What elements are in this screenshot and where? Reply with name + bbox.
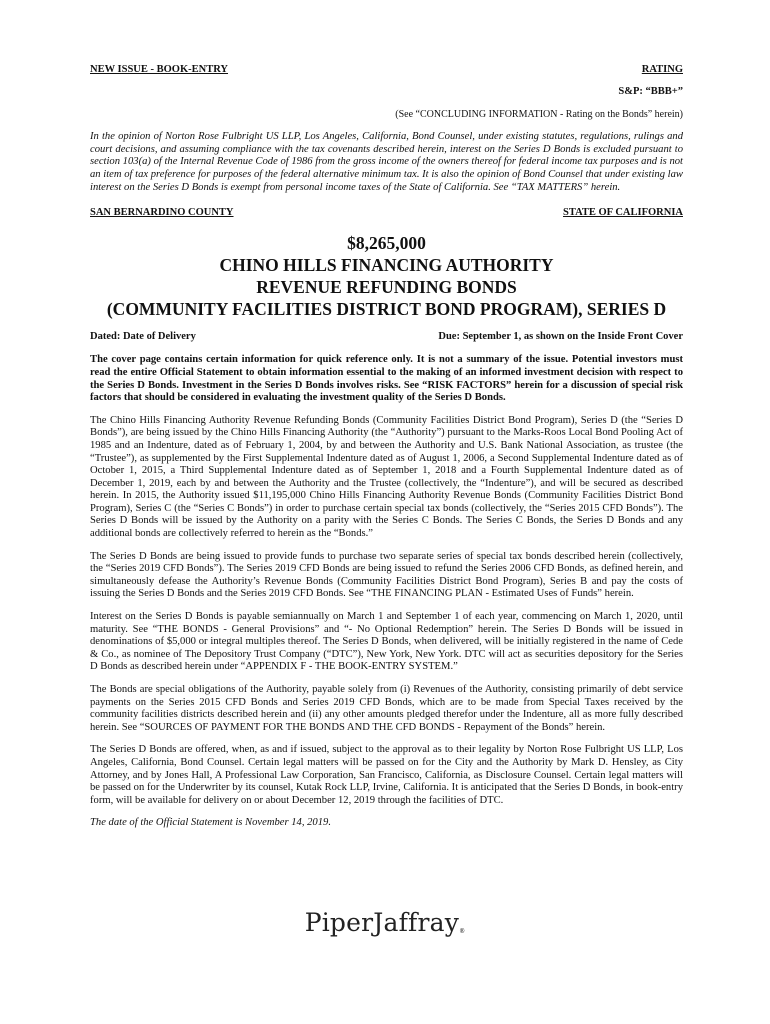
dated-due-row (90, 331, 683, 344)
paragraph-security: The Bonds are special obligations of the Authority, payable solely from (i) Revenues of the Authority, consisting primarily of debt service payments on the Series 2015 CFD Bonds and Series 2019 CFD Bonds, which are to be made from Special Taxes received by the community facilities districts described herein and (ii) any other amounts pledged therefor under the Indenture, all as more fully described herein. See “SOURCES OF PAYMENT FOR THE BONDS AND THE CFD BONDS - Repayment of the Bonds” herein. (90, 684, 683, 733)
registered-mark: ® (459, 928, 466, 935)
tax-opinion: In the opinion of Norton Rose Fulbright US LLP, Los Angeles, California, Bond Counsel, under existing statutes, regulations, rulings and court decisions, and assuming compliance with the tax covenants described herein, interest on the Series D Bonds is excluded pursuant to section 103(a) of the Internal Revenue Code of 1986 from the gross income of the owners thereof for federal income tax purposes and is not an item of tax preference for purposes of the federal alternative minimum tax. It is also the opinion of Bond Counsel that under existing law interest on the Series D Bonds is exempt from personal income taxes of the State of California. See “TAX MATTERS” herein. (90, 131, 683, 193)
official-statement-cover (90, 64, 683, 830)
paragraph-interest: Interest on the Series D Bonds is payable semiannually on March 1 and September 1 of each year, commencing on March 1, 2020, until maturity. See “THE BONDS - General Provisions” and “- No Optional Redemption” herein. The Series D Bonds will be issued in denominations of $5,000 or integral multiples thereof. The Series D Bonds, when delivered, will be initially registered in the name of Cede & Co., as nominee of The Depository Trust Company (“DTC”), New York, New York. DTC will act as securities depository for the Series D Bonds as described herein under “APPENDIX F - THE BOOK-ENTRY SYSTEM.” (90, 611, 683, 673)
due-label: Due: September 1, as shown on the Inside Front Cover (438, 330, 683, 342)
new-issue-label: NEW ISSUE - BOOK-ENTRY (90, 64, 229, 75)
bond-title-line1: CHINO HILLS FINANCING AUTHORITY (219, 254, 554, 275)
bond-title (90, 232, 683, 320)
paragraph-purpose: The Series D Bonds are being issued to provide funds to purchase two separate series of special tax bonds described herein (collectively, the “Series 2019 CFD Bonds”). The Series 2019 CFD Bonds are being issued to refund the Series 2006 CFD Bonds, as defined herein, and simultaneously defease the Authority’s Revenue Bonds (Community Facilities District Bond Program), Series B and pay the costs of issuing the Series D Bonds and the Series 2019 CFD Bonds. See “THE FINANCING PLAN - Estimated Uses of Funds” herein. (90, 550, 683, 600)
header-row (90, 64, 683, 77)
rating-value: S&P: “BBB+” (618, 86, 683, 97)
location-row (90, 207, 683, 220)
paragraph-legal: The Series D Bonds are offered, when, as and if issued, subject to the approval as to their legality by Norton Rose Fulbright US LLP, Los Angeles, California, Bond Counsel. Certain legal matters will be passed on for the City and the Authority by Mark D. Hensley, as City Attorney, and by Jones Hall, A Professional Law Corporation, San Francisco, California, as Disclosure Counsel. Certain legal matters will be passed on for the Underwriter by its counsel, Kutak Rock LLP, Irvine, California. It is anticipated that the Series D Bonds, in book-entry form, will be available for delivery on or about December 12, 2019 through the facilities of DTC. (90, 744, 683, 806)
dated-label: Dated: Date of Delivery (90, 330, 196, 342)
rating-see-note: (See “CONCLUDING INFORMATION - Rating on the Bonds” herein) (395, 108, 683, 120)
county-label: SAN BERNARDINO COUNTY (90, 207, 234, 219)
bond-title-line2: REVENUE REFUNDING BONDS (256, 276, 517, 297)
paragraph-issuance: The Chino Hills Financing Authority Revenue Refunding Bonds (Community Facilities District Bond Program), Series D (the “Series D Bonds”), are being issued by the Chino Hills Financing Authority (the “Authority”) pursuant to the Marks-Roos Local Bond Pooling Act of 1985 and an Indenture, dated as of February 1, 2004, by and between the Authority and U.S. Bank National Association, as trustee (the “Trustee”), as supplemented by the First Supplemental Indenture dated as of August 1, 2006, a Second Supplemental Indenture dated as of October 1, 2015, a Third Supplemental Indenture dated as of September 1, 2018 and a Fourth Supplemental Indenture dated as of December 1, 2019, each by and between the Authority and the Trustee (collectively, the “Indenture”), and will be secured as described herein. In 2015, the Authority issued $11,195,000 Chino Hills Financing Authority Revenue Bonds (Community Facilities District Bond Program), Series C (the “Series C Bonds”) in order to purchase certain special tax bonds (collectively, the “Series 2015 CFD Bonds”). The Series D Bonds will be issued by the Authority on a parity with the Series C Bonds. The Series C Bonds, the Series D Bonds and any additional bonds are collectively referred to herein as the “Bonds.” (90, 414, 683, 540)
bond-title-line3: (COMMUNITY FACILITIES DISTRICT BOND PROGRAM), SERIES D (106, 298, 667, 319)
cover-notice: The cover page contains certain information for quick reference only. It is not a summary of the issue. Potential investors must read the entire Official Statement to obtain information essential to the making of an informed investment decision with respect to the Series D Bonds. Investment in the Series D Bonds involves risks. See “RISK FACTORS” herein for a discussion of special risk factors that should be considered in evaluating the investment quality of the Series D Bonds. (90, 354, 683, 404)
rating-heading: RATING (641, 64, 683, 75)
state-label: STATE OF CALIFORNIA (563, 207, 683, 219)
bond-amount: $8,265,000 (347, 232, 426, 253)
piper-jaffray-logo (0, 908, 770, 937)
logo-text: PiperJaffray (304, 908, 460, 937)
official-statement-date: The date of the Official Statement is November 14, 2019. (90, 817, 331, 829)
